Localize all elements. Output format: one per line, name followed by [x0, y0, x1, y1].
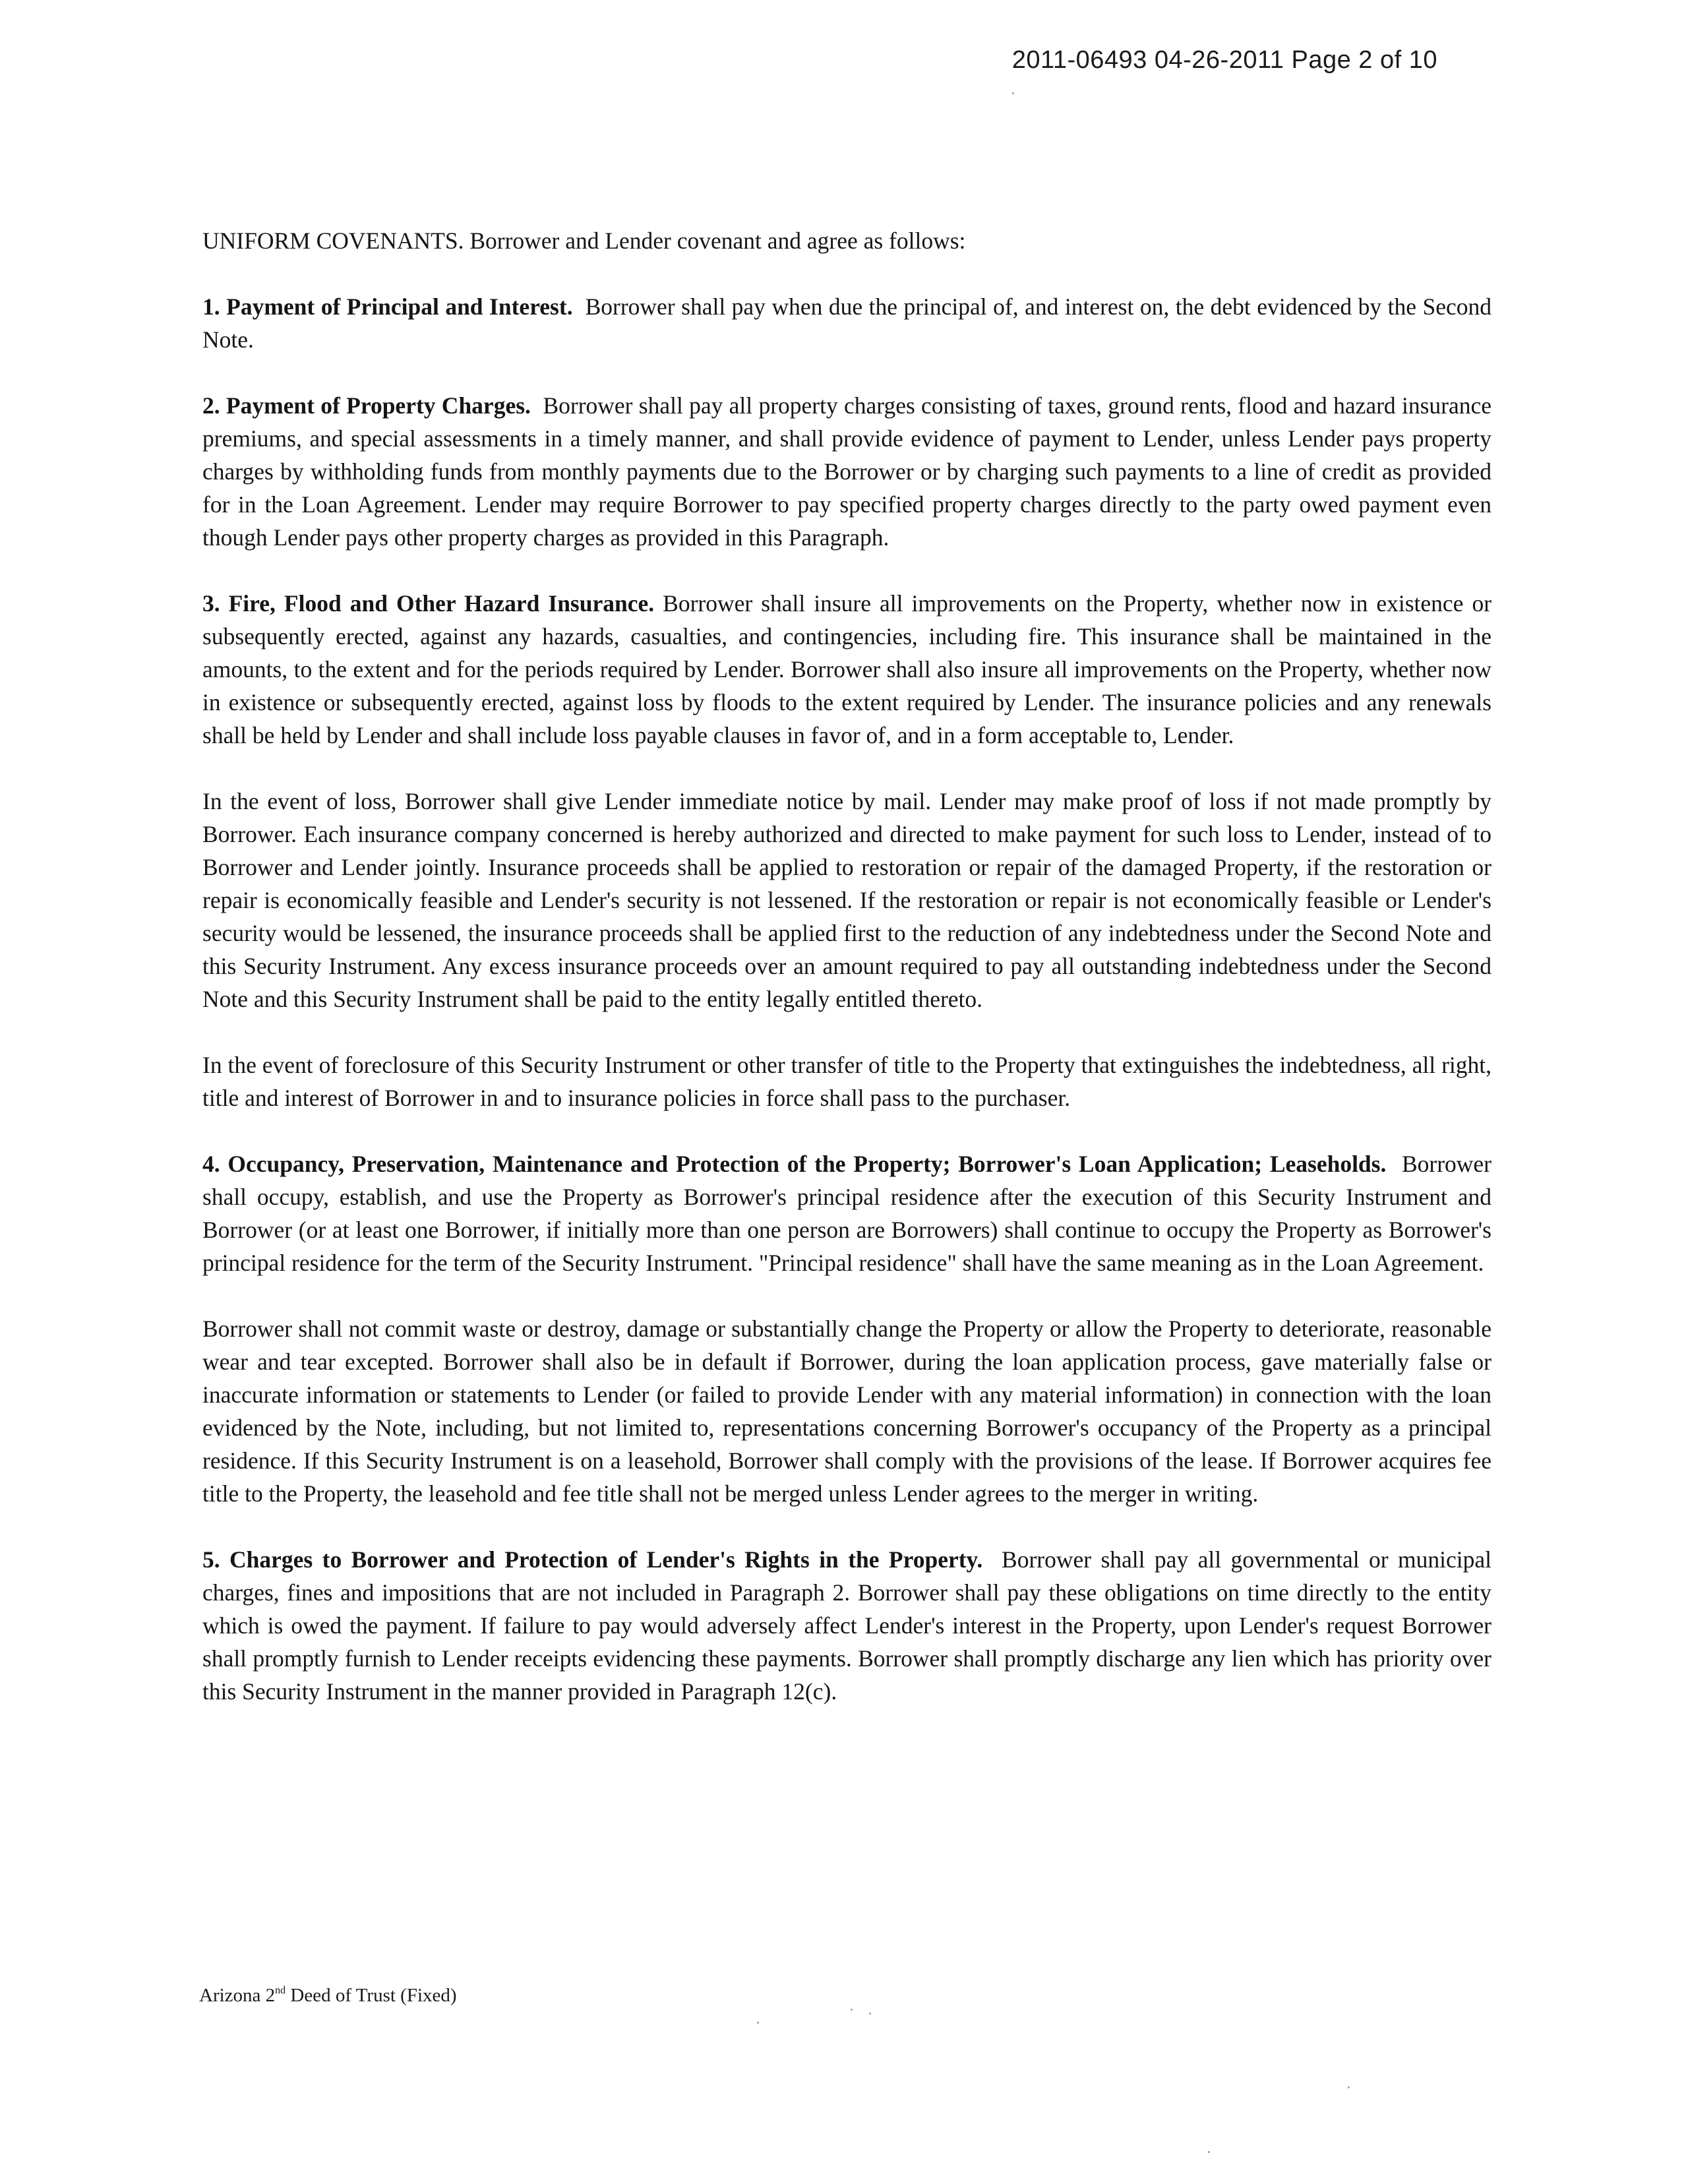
scan-speck — [1208, 2151, 1210, 2153]
scan-speck — [1348, 2086, 1350, 2088]
form-footer — [199, 1985, 457, 2007]
paragraph-5 — [202, 1543, 1492, 1708]
paragraph-1-text: Borrower shall pay when due the principal of, and interest on, the debt evidenced by the Second Note. — [202, 293, 1492, 353]
paragraph-1-heading: 1. Payment of Principal and Interest. — [202, 293, 573, 320]
recording-stamp: 2011-06493 04-26-2011 Page 2 of 10 — [1011, 46, 1437, 74]
paragraph-2-text: Borrower shall pay all property charges consisting of taxes, ground rents, flood and hazard insurance premiums, and special assessments in a timely manner, and shall provide evidence of payment to Lender, unless Lender pays property charges by withholding funds from monthly payments due to the Borrower or by charging such payments to a line of credit as provided for in the Loan Agreement. Lender may require Borrower to pay specified property charges directly to the party owed payment even though Lender pays other property charges as provided in this Paragraph. — [202, 392, 1492, 551]
paragraph-3-heading: 3. Fire, Flood and Other Hazard Insurance. — [202, 590, 655, 617]
paragraph-3 — [202, 587, 1492, 752]
document-body — [202, 224, 1492, 1741]
scan-speck — [851, 2009, 853, 2011]
paragraph-3-text: Borrower shall insure all improvements on the Property, whether now in existence or subsequently erected, against any hazards, casualties, and contingencies, including fire. This insurance shall be maintained in the amounts, to the extent and for the periods required by Lender. Borrower shall also insure all improvements on the Property, whether now in existence or subsequently erected, against loss by floods to the extent required by Lender. The insurance policies and any renewals shall be held by Lender and shall include loss payable clauses in favor of, and in a form acceptable to, Lender. — [202, 590, 1492, 748]
paragraph-5-text: Borrower shall pay all governmental or municipal charges, fines and impositions that are not included in Paragraph 2. Borrower shall pay these obligations on time directly to the entity which is owed the payment. If failure to pay would adversely affect Lender's interest in the Property, upon Lender's request Borrower shall promptly furnish to Lender receipts evidencing these payments. Borrower shall promptly discharge any lien which has priority over this Security Instrument in the manner provided in Paragraph 12(c). — [202, 1546, 1492, 1705]
intro-line: UNIFORM COVENANTS. Borrower and Lender covenant and agree as follows: — [202, 228, 966, 254]
paragraph-1 — [202, 290, 1492, 356]
paragraph-4 — [202, 1147, 1492, 1279]
paragraph-5-heading: 5. Charges to Borrower and Protection of Lender's Rights in the Property. — [202, 1546, 983, 1573]
paragraph-4-heading: 4. Occupancy, Preservation, Maintenance and Protection of the Property; Borrower's Loan Application; Leaseholds. — [202, 1151, 1387, 1177]
paragraph-4-waste — [202, 1312, 1492, 1510]
paragraph-3-foreclosure-text: In the event of foreclosure of this Security Instrument or other transfer of title to the Property that extinguishes the indebtedness, all right, title and interest of Borrower in and to insurance policies in force shall pass to the purchaser. — [202, 1052, 1492, 1111]
paragraph-3-loss — [202, 785, 1492, 1016]
paragraph-2 — [202, 389, 1492, 554]
paragraph-4-text: Borrower shall occupy, establish, and use the Property as Borrower's principal residence after the execution of this Security Instrument and Borrower (or at least one Borrower, if initially more than one person are Borrowers) shall continue to occupy the Property as Borrower's principal residence for the term of the Security Instrument. "Principal residence" shall have the same meaning as in the Loan Agreement. — [202, 1151, 1492, 1276]
paragraph-3-loss-text: In the event of loss, Borrower shall give Lender immediate notice by mail. Lender may make proof of loss if not made promptly by Borrower. Each insurance company concerned is hereby authorized and directed to make payment for such loss to Lender, instead of to Borrower and Lender jointly. Insurance proceeds shall be applied to restoration or repair of the damaged Property, if the restoration or repair is economically feasible and Lender's security is not lessened. If the restoration or repair is not economically feasible or Lender's security would be lessened, the insurance proceeds shall be applied first to the reduction of any indebtedness under the Second Note and this Security Instrument. Any excess insurance proceeds over an amount required to pay all outstanding indebtedness under the Second Note and this Security Instrument shall be paid to the entity legally entitled thereto. — [202, 788, 1492, 1012]
footer-state: Arizona 2 — [199, 1985, 276, 2006]
paragraph-4-waste-text: Borrower shall not commit waste or destroy, damage or substantially change the Property or allow the Property to deteriorate, reasonable wear and tear excepted. Borrower shall also be in default if Borrower, during the loan application process, gave materially false or inaccurate information or statements to Lender (or failed to provide Lender with any material information) in connection with the loan evidenced by the Note, including, but not limited to, representations concerning Borrower's occupancy of the Property as a principal residence. If this Security Instrument is on a leasehold, Borrower shall comply with the provisions of the lease. If Borrower acquires fee title to the Property, the leasehold and fee title shall not be merged unless Lender agrees to the merger in writing. — [202, 1316, 1492, 1507]
footer-ordinal: nd — [275, 1985, 286, 1996]
scan-speck — [757, 2022, 759, 2024]
scan-speck — [869, 2013, 871, 2015]
paragraph-2-heading: 2. Payment of Property Charges. — [202, 392, 531, 419]
paragraph-3-foreclosure — [202, 1048, 1492, 1114]
footer-form-name: Deed of Trust (Fixed) — [286, 1985, 457, 2006]
scan-speck — [1012, 92, 1014, 94]
